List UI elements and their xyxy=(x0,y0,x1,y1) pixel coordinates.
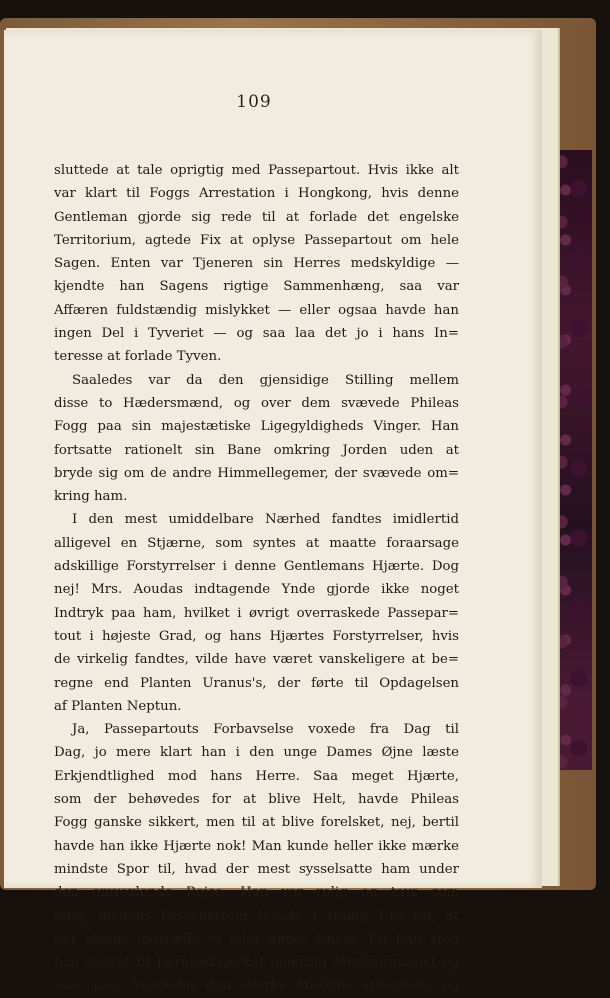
text-line: Erkjendtlighed mod hans Herre. Saa meget Hjærte, xyxy=(54,768,459,784)
text-line: mindste Spor til, hvad der mest sysselsatte ham under xyxy=(54,861,459,877)
text-line: tout i højeste Grad, og hans Hjærtes Forstyrrelser, hvis xyxy=(54,628,459,644)
text-line: adskillige Forstyrrelser i denne Gentlemans Hjærte. Dog xyxy=(54,559,459,575)
text-line: der skulde indtræffe et eller andet Uheld. En Dag stod xyxy=(54,931,459,947)
text-line: som der behøvedes for at blive Helt, havde Phileas xyxy=(54,792,459,808)
text-line: Saaledes var da den gjensidige Stilling mellem xyxy=(72,372,459,388)
text-line: I den mest umiddelbare Nærhed fandtes imidlertid xyxy=(72,512,459,528)
page-number: 109 xyxy=(236,92,272,112)
text-line: fortsatte rationelt sin Bane omkring Jorden uden at xyxy=(54,442,459,458)
text-line: altid, medens Passepartout levede i stadig Uro for, at xyxy=(54,908,459,924)
text-line: teresse at forlade Tyven. xyxy=(54,349,222,365)
text-line: Sagen. Enten var Tjeneren sin Herres medskyldige — xyxy=(54,256,459,272)
text-line: saae paa, hvorledes den stærke Maskine arbejdede, og xyxy=(54,978,459,994)
text-line: kjendte han Sagens rigtige Sammenhæng, saa var xyxy=(54,279,459,295)
text-line: bryde sig om de andre Himmellegemer, der svævede om= xyxy=(54,465,459,481)
text-line: Fogg ganske sikkert, men til at blive forelsket, nej, bertil xyxy=(54,815,459,831)
text-line: den omvexlende Rejse. Han var rolig og tavs som xyxy=(54,885,459,901)
text-line: sluttede at tale oprigtig med Passepartout. Hvis ikke alt xyxy=(54,163,459,178)
text-line: alligevel en Stjærne, som syntes at maatte foraarsage xyxy=(54,535,459,551)
text-line: Gentleman gjorde sig rede til at forlade det engelske xyxy=(54,209,459,225)
text-line: Ja, Passepartouts Forbavselse voxede fra Dag til xyxy=(72,722,459,738)
text-line: af Planten Neptun. xyxy=(54,698,182,714)
text-line: han støttet til Jærnrækværket omkring Maskinrummet og xyxy=(54,955,459,971)
page-body-text xyxy=(54,159,459,998)
text-line: regne end Planten Uranus's, der førte til Opdagelsen xyxy=(54,675,459,691)
text-line: kring ham. xyxy=(54,489,128,505)
text-line: de virkelig fandtes, vilde have været vanskeligere at be= xyxy=(54,652,459,668)
text-line: ingen Del i Tyveriet — og saa laa det jo i hans In= xyxy=(54,326,459,342)
text-line: nej! Mrs. Aoudas indtagende Ynde gjorde ikke noget xyxy=(54,582,459,598)
text-line: var klart til Foggs Arrestation i Hongkong, hvis denne xyxy=(54,186,459,202)
text-line: Indtryk paa ham, hvilket i øvrigt overraskede Passepar= xyxy=(54,605,459,621)
text-line: Territorium, agtede Fix at oplyse Passepartout om hele xyxy=(54,232,459,248)
text-line: havde han ikke Hjærte nok! Man kunde heller ikke mærke xyxy=(54,838,459,854)
text-line: disse to Hædersmænd, og over dem svævede Phileas xyxy=(54,395,459,411)
book-page xyxy=(4,30,542,994)
text-line: Dag, jo mere klart han i den unge Dames Øjne læste xyxy=(54,745,459,761)
text-line: Affæren fuldstændig mislykket — eller ogsaa havde han xyxy=(54,302,459,318)
text-line: Fogg paa sin majestætiske Ligegyldigheds Vinger. Han xyxy=(54,419,459,435)
